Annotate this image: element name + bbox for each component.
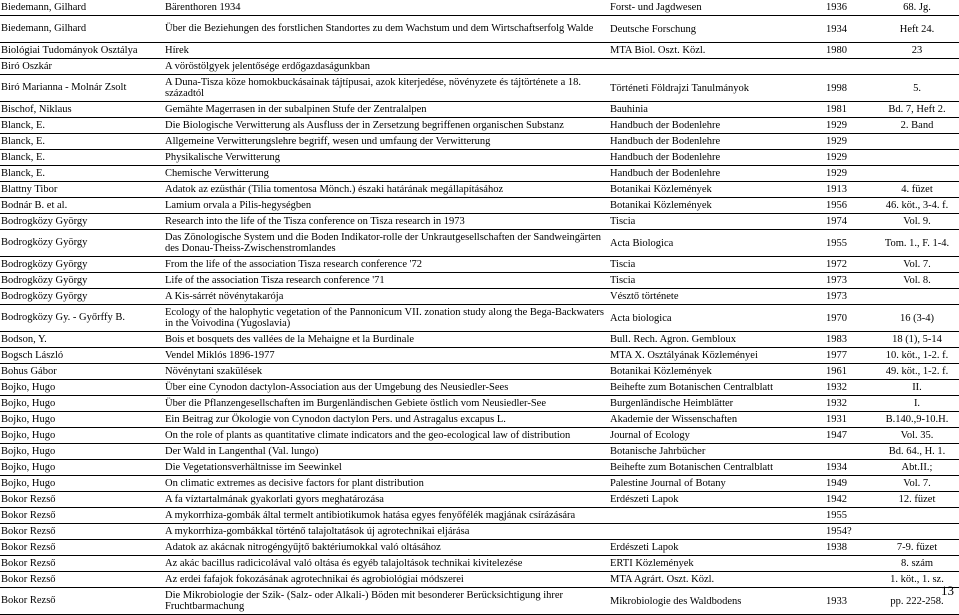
table-row xyxy=(0,332,959,348)
source-cell: Botanikai Közlemények xyxy=(609,182,824,198)
year-cell xyxy=(824,59,877,75)
title-cell: Az akác bacillus radicicolával való oltása és egyéb talajoltások technikai kivitelezése xyxy=(164,556,609,572)
source-cell: Forst- und Jagdwesen xyxy=(609,0,824,16)
volume-cell: 7-9. füzet xyxy=(877,540,959,556)
author-cell: Bischof, Niklaus xyxy=(0,102,164,118)
table-row xyxy=(0,508,959,524)
source-cell: Acta biologica xyxy=(609,305,824,332)
table-row xyxy=(0,305,959,332)
year-cell: 1956 xyxy=(824,198,877,214)
title-cell: Vendel Miklós 1896-1977 xyxy=(164,348,609,364)
author-cell: Bokor Rezső xyxy=(0,492,164,508)
title-cell: Das Zönologische System und die Boden Indikator-rolle der Unkrautgesellschaften der Sandweingärten des Donau-Theiss-Zwischenstromlandes xyxy=(164,230,609,257)
title-cell: A mykorrhiza-gombák által termelt antibiotikumok hatása egyes fenyőfélék magjának csírázására xyxy=(164,508,609,524)
table-row xyxy=(0,396,959,412)
table-row xyxy=(0,16,959,43)
year-cell: 1981 xyxy=(824,102,877,118)
author-cell: Bohus Gábor xyxy=(0,364,164,380)
volume-cell: 23 xyxy=(877,43,959,59)
source-cell: Handbuch der Bodenlehre xyxy=(609,134,824,150)
title-cell: Life of the association Tisza research conference '71 xyxy=(164,273,609,289)
title-cell: Die Mikrobiologie der Szik- (Salz- oder Alkali-) Böden mit besonderer Berücksichtigung ihrer Fruchtbarmachung xyxy=(164,588,609,615)
author-cell: Bokor Rezső xyxy=(0,540,164,556)
table-row xyxy=(0,102,959,118)
title-cell: From the life of the association Tisza research conference '72 xyxy=(164,257,609,273)
title-cell: Über die Pflanzengesellschaften im Burgenländischen Gebiete östlich vom Neusiedler-See xyxy=(164,396,609,412)
source-cell xyxy=(609,508,824,524)
year-cell: 1977 xyxy=(824,348,877,364)
table-row xyxy=(0,572,959,588)
author-cell: Biedemann, Gilhard xyxy=(0,16,164,43)
author-cell: Blanck, E. xyxy=(0,134,164,150)
year-cell: 1983 xyxy=(824,332,877,348)
author-cell: Bojko, Hugo xyxy=(0,412,164,428)
title-cell: A Kis-sárrét növénytakarója xyxy=(164,289,609,305)
title-cell: Die Biologische Verwitterung als Ausfluss der in Zersetzung begriffenen organischen Substanz xyxy=(164,118,609,134)
volume-cell: Bd. 64., H. 1. xyxy=(877,444,959,460)
volume-cell: 8. szám xyxy=(877,556,959,572)
volume-cell: 16 (3-4) xyxy=(877,305,959,332)
source-cell: Vésztő története xyxy=(609,289,824,305)
source-cell: Akademie der Wissenschaften xyxy=(609,412,824,428)
volume-cell xyxy=(877,508,959,524)
year-cell: 1934 xyxy=(824,460,877,476)
title-cell: Allgemeine Verwitterungslehre begriff, wesen und umfaung der Verwitterung xyxy=(164,134,609,150)
table-row xyxy=(0,556,959,572)
volume-cell: Vol. 9. xyxy=(877,214,959,230)
table-row xyxy=(0,364,959,380)
table-row xyxy=(0,273,959,289)
year-cell: 1949 xyxy=(824,476,877,492)
author-cell: Blanck, E. xyxy=(0,118,164,134)
author-cell: Bodrogközy György xyxy=(0,273,164,289)
title-cell: A mykorrhiza-gombákkal történő talajoltatások új agrotechnikai eljárása xyxy=(164,524,609,540)
title-cell: Ein Beitrag zur Ökologie von Cynodon dactylon Pers. und Astragalus excapus L. xyxy=(164,412,609,428)
author-cell: Biológiai Tudományok Osztálya xyxy=(0,43,164,59)
source-cell: Tiscia xyxy=(609,214,824,230)
title-cell: Über eine Cynodon dactylon-Association aus der Umgebung des Neusiedler-Sees xyxy=(164,380,609,396)
table-row xyxy=(0,588,959,615)
table-row xyxy=(0,75,959,102)
title-cell: Gemähte Magerrasen in der subalpinen Stufe der Zentralalpen xyxy=(164,102,609,118)
title-cell: Az erdei fafajok fokozásának agrotechnikai és agrobiológiai módszerei xyxy=(164,572,609,588)
title-cell: Hírek xyxy=(164,43,609,59)
source-cell: Botanikai Közlemények xyxy=(609,364,824,380)
title-cell: Ecology of the halophytic vegetation of the Pannonicum VII. zonation study along the Bega-Backwaters in the Voivodina (Yugoslavia) xyxy=(164,305,609,332)
title-cell: Növénytani szakülések xyxy=(164,364,609,380)
year-cell: 1931 xyxy=(824,412,877,428)
author-cell: Bodrogközy György xyxy=(0,257,164,273)
year-cell: 1998 xyxy=(824,75,877,102)
year-cell: 1942 xyxy=(824,492,877,508)
table-row xyxy=(0,524,959,540)
source-cell: MTA Biol. Oszt. Közl. xyxy=(609,43,824,59)
year-cell: 1936 xyxy=(824,0,877,16)
source-cell: MTA X. Osztályának Közleményei xyxy=(609,348,824,364)
year-cell: 1970 xyxy=(824,305,877,332)
table-row xyxy=(0,118,959,134)
title-cell: Die Vegetationsverhältnisse im Seewinkel xyxy=(164,460,609,476)
year-cell xyxy=(824,556,877,572)
table-row xyxy=(0,492,959,508)
volume-cell: 68. Jg. xyxy=(877,0,959,16)
volume-cell: 4. füzet xyxy=(877,182,959,198)
volume-cell: Vol. 8. xyxy=(877,273,959,289)
author-cell: Bodrogközy György xyxy=(0,230,164,257)
source-cell: Deutsche Forschung xyxy=(609,16,824,43)
author-cell: Bokor Rezső xyxy=(0,556,164,572)
volume-cell: Tom. 1., F. 1-4. xyxy=(877,230,959,257)
year-cell: 1972 xyxy=(824,257,877,273)
year-cell: 1955 xyxy=(824,508,877,524)
volume-cell: Abt.II.; xyxy=(877,460,959,476)
source-cell: Történeti Földrajzi Tanulmányok xyxy=(609,75,824,102)
year-cell: 1974 xyxy=(824,214,877,230)
table-row xyxy=(0,230,959,257)
table-row xyxy=(0,289,959,305)
volume-cell xyxy=(877,166,959,182)
volume-cell: II. xyxy=(877,380,959,396)
author-cell: Bojko, Hugo xyxy=(0,460,164,476)
year-cell: 1929 xyxy=(824,134,877,150)
volume-cell: Vol. 35. xyxy=(877,428,959,444)
source-cell: Tiscia xyxy=(609,257,824,273)
table-row xyxy=(0,43,959,59)
year-cell: 1913 xyxy=(824,182,877,198)
table-row xyxy=(0,444,959,460)
year-cell: 1929 xyxy=(824,118,877,134)
volume-cell: Bd. 7, Heft 2. xyxy=(877,102,959,118)
page-number: 13 xyxy=(941,583,954,598)
author-cell: Bokor Rezső xyxy=(0,572,164,588)
author-cell: Bojko, Hugo xyxy=(0,476,164,492)
table-row xyxy=(0,214,959,230)
source-cell: Bull. Rech. Agron. Gembloux xyxy=(609,332,824,348)
year-cell xyxy=(824,444,877,460)
source-cell: Botanische Jahrbücher xyxy=(609,444,824,460)
year-cell: 1973 xyxy=(824,273,877,289)
title-cell: Research into the life of the Tisza conference on Tisza research in 1973 xyxy=(164,214,609,230)
author-cell: Blanck, E. xyxy=(0,150,164,166)
author-cell: Bokor Rezső xyxy=(0,524,164,540)
table-row xyxy=(0,134,959,150)
table-row xyxy=(0,0,959,16)
year-cell: 1933 xyxy=(824,588,877,615)
year-cell: 1947 xyxy=(824,428,877,444)
source-cell xyxy=(609,524,824,540)
table-row xyxy=(0,198,959,214)
source-cell: MTA Agrárt. Oszt. Közl. xyxy=(609,572,824,588)
table-row xyxy=(0,476,959,492)
volume-cell: Heft 24. xyxy=(877,16,959,43)
volume-cell: I. xyxy=(877,396,959,412)
title-cell: Chemische Verwitterung xyxy=(164,166,609,182)
author-cell: Blanck, E. xyxy=(0,166,164,182)
table-row xyxy=(0,460,959,476)
year-cell: 1932 xyxy=(824,396,877,412)
source-cell: Burgenländische Heimblätter xyxy=(609,396,824,412)
title-cell: A fa víztartalmának gyakorlati gyors meghatározása xyxy=(164,492,609,508)
source-cell: Erdészeti Lapok xyxy=(609,492,824,508)
author-cell: Bodnár B. et al. xyxy=(0,198,164,214)
table-row xyxy=(0,540,959,556)
volume-cell: 10. köt., 1-2. f. xyxy=(877,348,959,364)
source-cell: Botanikai Közlemények xyxy=(609,198,824,214)
title-cell: Adatok az akácnak nitrogéngyűjtő baktériumokkal való oltásához xyxy=(164,540,609,556)
author-cell: Biró Oszkár xyxy=(0,59,164,75)
source-cell: Journal of Ecology xyxy=(609,428,824,444)
title-cell: On the role of plants as quantitative climate indicators and the geo-ecological law of distribution xyxy=(164,428,609,444)
source-cell: Tiscia xyxy=(609,273,824,289)
year-cell: 1980 xyxy=(824,43,877,59)
year-cell: 1961 xyxy=(824,364,877,380)
source-cell xyxy=(609,59,824,75)
volume-cell: 2. Band xyxy=(877,118,959,134)
source-cell: Beihefte zum Botanischen Centralblatt xyxy=(609,460,824,476)
table-row xyxy=(0,412,959,428)
title-cell: Physikalische Verwitterung xyxy=(164,150,609,166)
title-cell: Lamium orvala a Pilis-hegységben xyxy=(164,198,609,214)
author-cell: Bojko, Hugo xyxy=(0,396,164,412)
year-cell xyxy=(824,572,877,588)
title-cell: Bärenthoren 1934 xyxy=(164,0,609,16)
volume-cell xyxy=(877,59,959,75)
author-cell: Bokor Rezső xyxy=(0,588,164,615)
title-cell: A vöröstölgyek jelentősége erdőgazdaságunkban xyxy=(164,59,609,75)
volume-cell: 1. köt., 1. sz. xyxy=(877,572,959,588)
volume-cell: pp. 222-258. xyxy=(877,588,959,615)
year-cell: 1932 xyxy=(824,380,877,396)
author-cell: Bojko, Hugo xyxy=(0,380,164,396)
author-cell: Bodrogközy György xyxy=(0,289,164,305)
author-cell: Bojko, Hugo xyxy=(0,428,164,444)
table-row xyxy=(0,166,959,182)
volume-cell xyxy=(877,150,959,166)
volume-cell: 5. xyxy=(877,75,959,102)
year-cell: 1954? xyxy=(824,524,877,540)
title-cell: Der Wald in Langenthal (Val. lungo) xyxy=(164,444,609,460)
table-row xyxy=(0,182,959,198)
table-row xyxy=(0,380,959,396)
title-cell: On climatic extremes as decisive factors for plant distribution xyxy=(164,476,609,492)
year-cell: 1934 xyxy=(824,16,877,43)
table-row xyxy=(0,257,959,273)
volume-cell: Vol. 7. xyxy=(877,476,959,492)
author-cell: Bogsch László xyxy=(0,348,164,364)
author-cell: Bokor Rezső xyxy=(0,508,164,524)
title-cell: Über die Beziehungen des forstlichen Standortes zu dem Wachstum und dem Wirtschaftserfolg Walde xyxy=(164,16,609,43)
author-cell: Bodson, Y. xyxy=(0,332,164,348)
table-row xyxy=(0,150,959,166)
title-cell: Adatok az ezüsthár (Tilia tomentosa Mönch.) északi határának megállapításához xyxy=(164,182,609,198)
volume-cell: 46. köt., 3-4. f. xyxy=(877,198,959,214)
source-cell: Handbuch der Bodenlehre xyxy=(609,118,824,134)
source-cell: Erdészeti Lapok xyxy=(609,540,824,556)
volume-cell xyxy=(877,134,959,150)
source-cell: Bauhinia xyxy=(609,102,824,118)
author-cell: Bodrogközy Gy. - Győrffy B. xyxy=(0,305,164,332)
volume-cell: 12. füzet xyxy=(877,492,959,508)
year-cell: 1955 xyxy=(824,230,877,257)
table-row xyxy=(0,59,959,75)
title-cell: Bois et bosquets des vallées de la Mehaigne et la Burdinale xyxy=(164,332,609,348)
author-cell: Biedemann, Gilhard xyxy=(0,0,164,16)
author-cell: Bojko, Hugo xyxy=(0,444,164,460)
volume-cell: Vol. 7. xyxy=(877,257,959,273)
volume-cell: B.140.,9-10.H. xyxy=(877,412,959,428)
year-cell: 1973 xyxy=(824,289,877,305)
table-row xyxy=(0,348,959,364)
source-cell: Handbuch der Bodenlehre xyxy=(609,150,824,166)
source-cell: Mikrobiologie des Waldbodens xyxy=(609,588,824,615)
source-cell: ERTI Közlemények xyxy=(609,556,824,572)
year-cell: 1929 xyxy=(824,150,877,166)
source-cell: Beihefte zum Botanischen Centralblatt xyxy=(609,380,824,396)
year-cell: 1929 xyxy=(824,166,877,182)
author-cell: Blattny Tibor xyxy=(0,182,164,198)
year-cell: 1938 xyxy=(824,540,877,556)
volume-cell: 18 (1), 5-14 xyxy=(877,332,959,348)
volume-cell: 49. köt., 1-2. f. xyxy=(877,364,959,380)
title-cell: A Duna-Tisza köze homokbuckásainak tájtípusai, azok kiterjedése, növényzete és tájtörténete a 18. századtól xyxy=(164,75,609,102)
source-cell: Palestine Journal of Botany xyxy=(609,476,824,492)
author-cell: Biró Marianna - Molnár Zsolt xyxy=(0,75,164,102)
table-row xyxy=(0,428,959,444)
volume-cell xyxy=(877,289,959,305)
source-cell: Acta Biologica xyxy=(609,230,824,257)
source-cell: Handbuch der Bodenlehre xyxy=(609,166,824,182)
author-cell: Bodrogközy György xyxy=(0,214,164,230)
volume-cell xyxy=(877,524,959,540)
